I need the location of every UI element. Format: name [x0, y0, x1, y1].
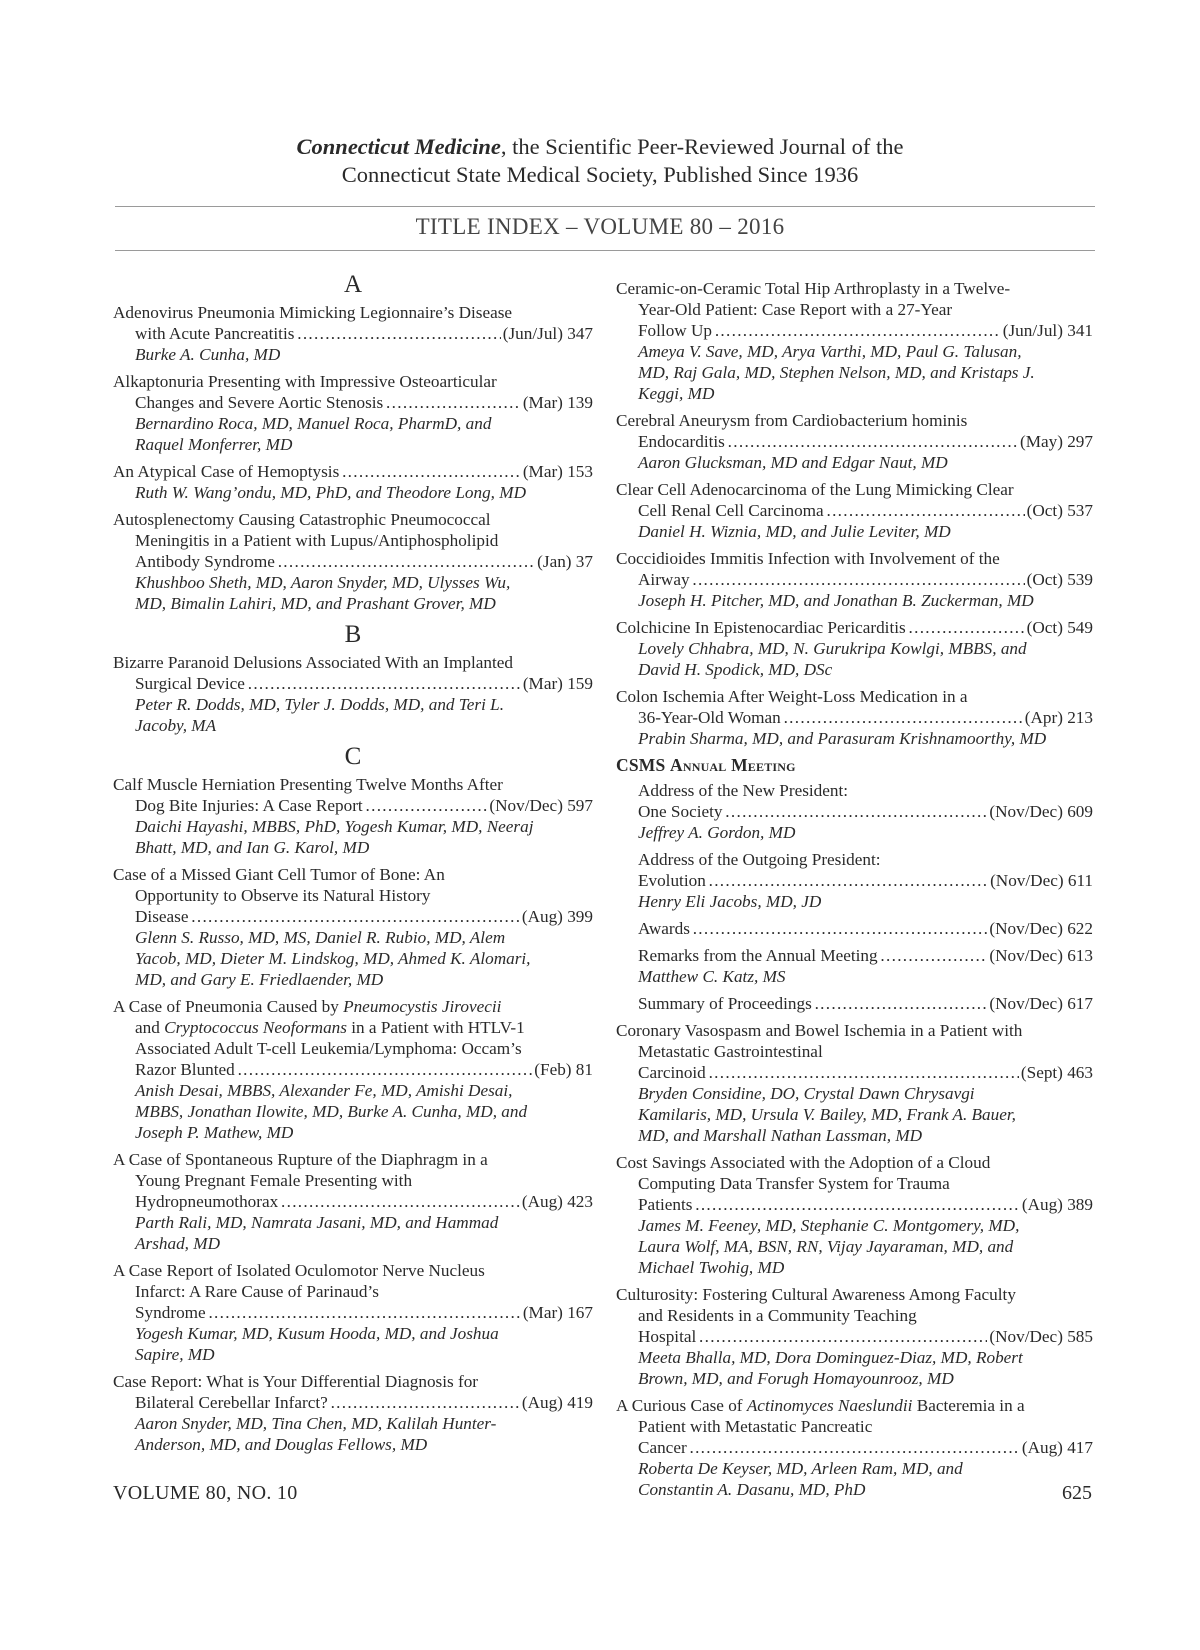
- entry-title: Autosplenectomy Causing Catastrophic Pneumococcal: [113, 510, 491, 529]
- entry-authors: Glenn S. Russo, MD, MS, Daniel R. Rubio, MD, Alem: [135, 928, 506, 947]
- entry-title-part: A Curious Case of: [616, 1396, 747, 1415]
- entry-authors: Burke A. Cunha, MD: [135, 345, 281, 364]
- entry-title-end: Hospital . . .: [638, 1326, 987, 1347]
- index-entry: [113, 302, 593, 365]
- index-entry: [616, 1152, 1093, 1278]
- entry-authors: Meeta Bhalla, MD, Dora Dominguez-Diaz, MD, Robert: [638, 1348, 1023, 1367]
- entry-authors: Parth Rali, MD, Namrata Jasani, MD, and Hammad: [135, 1213, 499, 1232]
- entry-title: Cost Savings Associated with the Adoption of a Cloud: [616, 1153, 991, 1172]
- journal-header: [0, 133, 1200, 189]
- entry-title-leader: [113, 673, 593, 694]
- heading-part: CSMS: [616, 755, 670, 775]
- entry-title-leader: [113, 906, 593, 927]
- entry-title-end: Dog Bite Injuries: A Case Report . . .: [135, 795, 487, 816]
- page-ref: (Nov/Dec) 597: [489, 796, 593, 815]
- entry-title: Address of the Outgoing President:: [638, 850, 881, 869]
- entry-authors: Lovely Chhabra, MD, N. Gurukripa Kowlgi, MBBS, and: [638, 639, 1027, 658]
- entry-authors: Khushboo Sheth, MD, Aaron Snyder, MD, Ulysses Wu,: [135, 573, 511, 592]
- entry-title: Metastatic Gastrointestinal: [638, 1042, 823, 1061]
- entry-title-part: in a Patient with HTLV-1: [346, 1018, 525, 1037]
- page-ref: (Apr) 213: [1024, 708, 1093, 727]
- entry-title-end: Razor Blunted . . .: [135, 1059, 532, 1080]
- journal-name: Connecticut Medicine: [296, 134, 501, 159]
- entry-title-end: Cancer . . .: [638, 1437, 1020, 1458]
- entry-authors: MD, and Gary E. Friedlaender, MD: [135, 970, 384, 989]
- entry-authors: Roberta De Keyser, MD, Arleen Ram, MD, and: [638, 1459, 963, 1478]
- entry-title-leader: [616, 1326, 1093, 1347]
- entry-authors: MBBS, Jonathan Ilowite, MD, Burke A. Cunha, MD, and: [135, 1102, 528, 1121]
- entry-title-leader: [113, 551, 593, 572]
- left-column: [113, 270, 593, 1461]
- entry-authors: Keggi, MD: [638, 384, 715, 403]
- page-ref: (Jan) 37: [537, 552, 593, 571]
- page-ref: (Nov/Dec) 585: [989, 1327, 1093, 1346]
- entry-authors: Jacoby, MA: [135, 716, 217, 735]
- page-number: 625: [1062, 1482, 1092, 1504]
- index-entry: [113, 1260, 593, 1365]
- entry-authors: MD, and Marshall Nathan Lassman, MD: [638, 1126, 923, 1145]
- entry-authors: Ameya V. Save, MD, Arya Varthi, MD, Paul G. Talusan,: [638, 342, 1022, 361]
- index-entry: [616, 686, 1093, 749]
- index-entry: [638, 918, 1093, 939]
- entry-authors: James M. Feeney, MD, Stephanie C. Montgomery, MD,: [638, 1216, 1020, 1235]
- organism-name: Actinomyces Naeslundii: [746, 1396, 913, 1415]
- entry-title: Alkaptonuria Presenting with Impressive Osteoarticular: [113, 372, 497, 391]
- entry-authors: Brown, MD, and Forugh Homayounrooz, MD: [638, 1369, 954, 1388]
- page-ref: (Jun/Jul) 341: [1002, 321, 1093, 340]
- page-ref: (Aug) 399: [521, 907, 593, 926]
- entry-title-end: Summary of Proceedings . . .: [638, 993, 987, 1014]
- index-entry: [113, 1371, 593, 1455]
- page-ref: (Mar) 153: [522, 462, 593, 481]
- entry-authors: Joseph H. Pitcher, MD, and Jonathan B. Zuckerman, MD: [638, 591, 1034, 610]
- entry-title-end: Airway . . .: [638, 569, 1025, 590]
- entry-title: [113, 996, 593, 1017]
- header-line-2: Connecticut State Medical Society, Published Since 1936: [341, 162, 859, 187]
- index-entry: [113, 864, 593, 990]
- top-divider: [115, 206, 1095, 207]
- entry-authors: Bhatt, MD, and Ian G. Karol, MD: [135, 838, 370, 857]
- entry-authors: Sapire, MD: [135, 1345, 215, 1364]
- index-entry: [113, 1149, 593, 1254]
- entry-authors: David H. Spodick, MD, DSc: [638, 660, 833, 679]
- page-ref: (Nov/Dec) 611: [990, 871, 1093, 890]
- entry-authors: Joseph P. Mathew, MD: [135, 1123, 294, 1142]
- volume-footer: VOLUME 80, NO. 10: [113, 1482, 298, 1504]
- entry-title-end: Patients . . .: [638, 1194, 1020, 1215]
- index-entry: [616, 1020, 1093, 1146]
- entry-title-leader: [638, 801, 1093, 822]
- entry-authors: MD, Bimalin Lahiri, MD, and Prashant Grover, MD: [135, 594, 496, 613]
- index-entry: [638, 849, 1093, 912]
- index-entry: [616, 617, 1093, 680]
- entry-title: Case of a Missed Giant Cell Tumor of Bone: An: [113, 865, 445, 884]
- page-ref: (Oct) 539: [1026, 570, 1093, 589]
- entry-title-end: Syndrome . . .: [135, 1302, 521, 1323]
- entry-title-part: Bacteremia in a: [912, 1396, 1025, 1415]
- entry-title-end: Follow Up . . .: [638, 320, 1001, 341]
- entry-title: Bizarre Paranoid Delusions Associated With an Implanted: [113, 653, 513, 672]
- entry-authors: Constantin A. Dasanu, MD, PhD: [638, 1480, 866, 1499]
- entry-authors: Henry Eli Jacobs, MD, JD: [638, 892, 822, 911]
- entry-title-leader: [113, 461, 593, 482]
- entry-title-end: Awards . . .: [638, 918, 987, 939]
- entry-title-leader: [113, 1302, 593, 1323]
- entry-title: Meningitis in a Patient with Lupus/Antiphospholipid: [135, 531, 499, 550]
- entry-title-end: Changes and Severe Aortic Stenosis . . .: [135, 392, 521, 413]
- entry-title: Young Pregnant Female Presenting with: [135, 1171, 413, 1190]
- entry-title: Cerebral Aneurysm from Cardiobacterium hominis: [616, 411, 968, 430]
- entry-title-leader: [638, 993, 1093, 1014]
- entry-authors: Prabin Sharma, MD, and Parasuram Krishnamoorthy, MD: [638, 729, 1047, 748]
- index-entry: [113, 774, 593, 858]
- entry-title: Computing Data Transfer System for Trauma: [638, 1174, 950, 1193]
- entry-title-end: Colchicine In Epistenocardiac Pericarditis . . .: [616, 617, 1025, 638]
- entry-title: [616, 1395, 1093, 1416]
- entry-title-end: Antibody Syndrome . . .: [135, 551, 535, 572]
- entry-title-end: 36-Year-Old Woman . . .: [638, 707, 1023, 728]
- index-entry: [638, 993, 1093, 1014]
- page-ref: (Mar) 139: [522, 393, 593, 412]
- organism-name: Cryptococcus Neoformans: [164, 1018, 347, 1037]
- entry-title: Adenovirus Pneumonia Mimicking Legionnaire’s Disease: [113, 303, 513, 322]
- index-entry: [113, 996, 593, 1143]
- entry-title-end: Surgical Device . . .: [135, 673, 521, 694]
- entry-authors: Daniel H. Wiznia, MD, and Julie Leviter, MD: [638, 522, 951, 541]
- entry-title-end: Carcinoid . . .: [638, 1062, 1019, 1083]
- header-line-1-rest: , the Scientific Peer-Reviewed Journal of the: [500, 134, 904, 159]
- entry-title: Colon Ischemia After Weight-Loss Medication in a: [616, 687, 968, 706]
- entry-title: Coccidioides Immitis Infection with Involvement of the: [616, 549, 1000, 568]
- entry-title-end: Hydropneumothorax . . .: [135, 1191, 520, 1212]
- index-entry: [616, 548, 1093, 611]
- entry-title: Infarct: A Rare Cause of Parinaud’s: [135, 1282, 379, 1301]
- index-entry: [616, 1284, 1093, 1389]
- entry-authors: Raquel Monferrer, MD: [135, 435, 293, 454]
- entry-title: Calf Muscle Herniation Presenting Twelve Months After: [113, 775, 503, 794]
- entry-title: Coronary Vasospasm and Bowel Ischemia in a Patient with: [616, 1021, 1023, 1040]
- entry-authors: MD, Raj Gala, MD, Stephen Nelson, MD, and Kristaps J.: [638, 363, 1035, 382]
- entry-authors: Daichi Hayashi, MBBS, PhD, Yogesh Kumar, MD, Neeraj: [135, 817, 534, 836]
- entry-title: Ceramic-on-Ceramic Total Hip Arthroplasty in a Twelve-: [616, 279, 1011, 298]
- entry-title-end: An Atypical Case of Hemoptysis . . .: [113, 461, 521, 482]
- header-line-1: [0, 133, 1200, 161]
- index-entry: [113, 652, 593, 736]
- entry-title: Address of the New President:: [638, 781, 849, 800]
- entry-title-leader: [638, 870, 1093, 891]
- entry-authors: Kamilaris, MD, Ursula V. Bailey, MD, Frank A. Bauer,: [638, 1105, 1016, 1124]
- entry-title-end: One Society . . .: [638, 801, 987, 822]
- csms-subentries: [616, 780, 1093, 1014]
- entry-title-end: Bilateral Cerebellar Infarct? . . .: [135, 1392, 520, 1413]
- entry-title: Patient with Metastatic Pancreatic: [638, 1417, 873, 1436]
- index-entry: [113, 461, 593, 503]
- page-ref: (Mar) 159: [522, 674, 593, 693]
- entry-title-leader: [638, 918, 1093, 939]
- organism-name: Pneumocystis Jirovecii: [343, 997, 502, 1016]
- entry-title-leader: [616, 569, 1093, 590]
- entry-title-leader: [113, 1191, 593, 1212]
- title-divider: [115, 250, 1095, 251]
- entry-title-leader: [616, 500, 1093, 521]
- entry-authors: Matthew C. Katz, MS: [638, 967, 786, 986]
- entry-title: Clear Cell Adenocarcinoma of the Lung Mimicking Clear: [616, 480, 1014, 499]
- entry-authors: Yogesh Kumar, MD, Kusum Hooda, MD, and Joshua: [135, 1324, 499, 1343]
- index-entry: [638, 945, 1093, 987]
- entry-authors: Bernardino Roca, MD, Manuel Roca, PharmD, and: [135, 414, 492, 433]
- index-entry: [616, 278, 1093, 404]
- page-ref: (Aug) 417: [1021, 1438, 1093, 1457]
- entry-authors: Jeffrey A. Gordon, MD: [638, 823, 796, 842]
- entry-title-part: A Case of Pneumonia Caused by: [113, 997, 344, 1016]
- entry-title-end: Evolution . . .: [638, 870, 988, 891]
- page-ref: (Nov/Dec) 613: [989, 946, 1093, 965]
- entry-authors: Arshad, MD: [135, 1234, 220, 1253]
- entry-title-leader: [616, 1437, 1093, 1458]
- entry-title: Culturosity: Fostering Cultural Awareness Among Faculty: [616, 1285, 1016, 1304]
- page-ref: (Nov/Dec) 622: [989, 919, 1093, 938]
- section-letter-a: A: [343, 271, 363, 298]
- entry-authors: Anish Desai, MBBS, Alexander Fe, MD, Amishi Desai,: [135, 1081, 513, 1100]
- entry-authors: Ruth W. Wang’ondu, MD, PhD, and Theodore Long, MD: [135, 483, 527, 502]
- entry-title-leader: [616, 431, 1093, 452]
- index-entry: [113, 371, 593, 455]
- right-column: [616, 278, 1093, 1506]
- page-ref: (Aug) 389: [1021, 1195, 1093, 1214]
- entry-title: Opportunity to Observe its Natural History: [135, 886, 431, 905]
- entry-title: Associated Adult T-cell Leukemia/Lymphoma: Occam’s: [135, 1039, 522, 1058]
- entry-authors: Yacob, MD, Dieter M. Lindskog, MD, Ahmed K. Alomari,: [135, 949, 531, 968]
- entry-title-leader: [113, 1392, 593, 1413]
- page-ref: (Oct) 537: [1026, 501, 1093, 520]
- entry-title: A Case Report of Isolated Oculomotor Nerve Nucleus: [113, 1261, 485, 1280]
- entry-title-part: and: [135, 1018, 165, 1037]
- index-entry: [616, 1395, 1093, 1500]
- entry-title: A Case of Spontaneous Rupture of the Diaphragm in a: [113, 1150, 488, 1169]
- entry-authors: Laura Wolf, MA, BSN, RN, Vijay Jayaraman, MD, and: [638, 1237, 1014, 1256]
- entry-authors: Anderson, MD, and Douglas Fellows, MD: [135, 1435, 428, 1454]
- entry-title-leader: [113, 323, 593, 344]
- index-title: TITLE INDEX – VOLUME 80 – 2016: [415, 214, 785, 239]
- entry-title: Year-Old Patient: Case Report with a 27-Year: [638, 300, 953, 319]
- entry-title-leader: [113, 795, 593, 816]
- entry-title-leader: [616, 320, 1093, 341]
- entry-title-leader: [616, 1062, 1093, 1083]
- entry-authors: Peter R. Dodds, MD, Tyler J. Dodds, MD, and Teri L.: [135, 695, 505, 714]
- page-ref: (Mar) 167: [522, 1303, 593, 1322]
- entry-title-leader: [113, 392, 593, 413]
- heading-part: Annual Meeting: [670, 755, 796, 775]
- page-ref: (Aug) 423: [521, 1192, 593, 1211]
- page-ref: (Feb) 81: [534, 1060, 593, 1079]
- index-entry: [616, 410, 1093, 473]
- page-ref: (Nov/Dec) 617: [989, 994, 1093, 1013]
- page-ref: (May) 297: [1019, 432, 1093, 451]
- entry-title-leader: [616, 617, 1093, 638]
- entry-title: and Residents in a Community Teaching: [638, 1306, 917, 1325]
- page-ref: (Sept) 463: [1020, 1063, 1093, 1082]
- entry-title-leader: [113, 1059, 593, 1080]
- entry-authors: Bryden Considine, DO, Crystal Dawn Chrysavgi: [638, 1084, 975, 1103]
- csms-annual-meeting-heading: [616, 755, 1093, 776]
- entry-title-end: Disease . . .: [135, 906, 520, 927]
- page-ref: (Jun/Jul) 347: [502, 324, 593, 343]
- entry-authors: Michael Twohig, MD: [638, 1258, 785, 1277]
- entry-title-end: Endocarditis . . .: [638, 431, 1018, 452]
- entry-authors: Aaron Glucksman, MD and Edgar Naut, MD: [638, 453, 948, 472]
- entry-title-leader: [616, 1194, 1093, 1215]
- page-ref: (Nov/Dec) 609: [989, 802, 1093, 821]
- page-ref: (Oct) 549: [1026, 618, 1093, 637]
- index-entry: [616, 479, 1093, 542]
- entry-title-end: Remarks from the Annual Meeting . . .: [638, 945, 987, 966]
- entry-title-leader: [616, 707, 1093, 728]
- entry-authors: Aaron Snyder, MD, Tina Chen, MD, Kalilah Hunter-: [135, 1414, 497, 1433]
- entry-title: [113, 1017, 593, 1038]
- entry-title-end: Cell Renal Cell Carcinoma . . .: [638, 500, 1025, 521]
- index-entry: [638, 780, 1093, 843]
- entry-title: Case Report: What is Your Differential Diagnosis for: [113, 1372, 479, 1391]
- entry-title-end: with Acute Pancreatitis . . .: [135, 323, 501, 344]
- page-ref: (Aug) 419: [521, 1393, 593, 1412]
- section-letter-c: C: [344, 743, 362, 770]
- index-entry: [113, 509, 593, 614]
- section-letter-b: B: [344, 621, 362, 648]
- entry-title-leader: [638, 945, 1093, 966]
